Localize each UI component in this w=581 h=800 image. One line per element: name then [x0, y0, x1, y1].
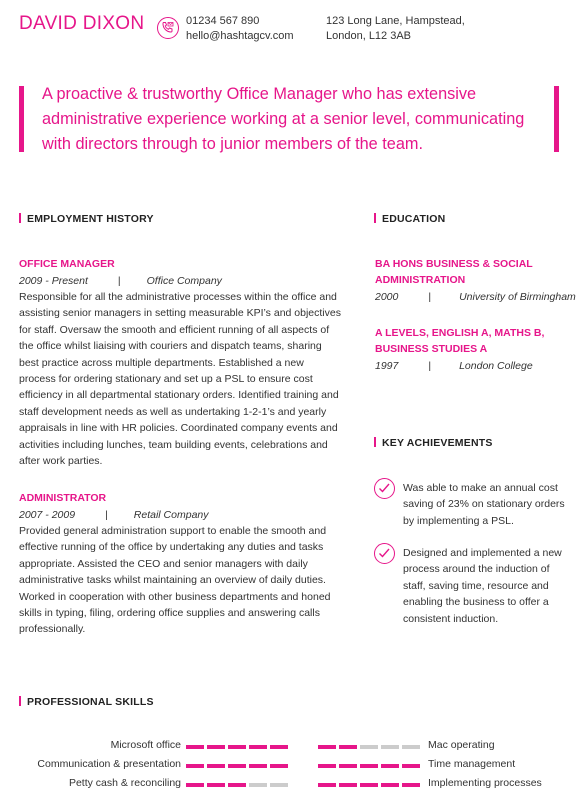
job-description: Provided general administration support to enable the smooth and effective running of the office by undertaking any duties and tasks appropriate. Assisted the CEO and senior managers with daily administrative tasks whilst maintaining an overview of daily duties. Worked in cooperation with other business departments and honed skills in typing, filing, ordering office supplies and answering calls professionally. [19, 525, 331, 636]
skill-label: Time management [428, 758, 516, 770]
skill-segment-filled [402, 764, 420, 768]
check-circle-icon [374, 478, 395, 499]
skill-segment-filled [381, 764, 399, 768]
skill-segment-empty [249, 783, 267, 787]
skill-segment-filled [249, 764, 267, 768]
skill-label: Communication & presentation [37, 758, 181, 770]
skill-meter [318, 783, 420, 787]
job-company: Office Company [146, 275, 222, 287]
email-address: hello@hashtagcv.com [186, 30, 294, 42]
job-company: Retail Company [133, 509, 209, 521]
skill-label: Microsoft office [110, 739, 181, 751]
skill-meter [318, 764, 420, 768]
job-dates: 2009 - Present [19, 275, 88, 287]
skill-meter [186, 764, 288, 768]
phone-mail-icon [157, 17, 179, 39]
skill-segment-empty [381, 745, 399, 749]
skill-segment-filled [360, 783, 378, 787]
achievement-item: Designed and implemented a new process around the induction of staff, saving time, resource and enabling the business to offer a consistent induction. [403, 547, 562, 625]
skill-meter [318, 745, 420, 749]
skill-label: Petty cash & reconciling [68, 777, 181, 789]
skill-segment-filled [270, 745, 288, 749]
job-title: OFFICE MANAGER [19, 258, 115, 270]
skill-segment-empty [360, 745, 378, 749]
education-year: 1997 [375, 360, 399, 372]
skill-segment-filled [339, 764, 357, 768]
skill-segment-filled [207, 764, 225, 768]
skill-segment-filled [402, 783, 420, 787]
skill-label: Mac operating [428, 739, 495, 751]
job-meta [19, 509, 209, 521]
skill-segment-filled [186, 745, 204, 749]
address-line-2: London, L12 3AB [326, 30, 412, 42]
check-circle-icon [374, 543, 395, 564]
address-line-1: 123 Long Lane, Hampstead, [326, 15, 465, 27]
education-year: 2000 [375, 291, 399, 303]
education-heading: EDUCATION [374, 213, 445, 225]
education-school: University of Birmingham [459, 291, 576, 303]
skill-segment-filled [228, 764, 246, 768]
education-title: BA HONS BUSINESS & SOCIAL ADMINISTRATION [375, 258, 533, 287]
education-meta [375, 291, 576, 303]
candidate-name: DAVID DIXON [19, 13, 145, 34]
skill-segment-filled [360, 764, 378, 768]
education-title: A LEVELS, ENGLISH A, MATHS B, BUSINESS STUDIES A [375, 327, 545, 356]
job-title: ADMINISTRATOR [19, 492, 107, 504]
meta-separator: | [428, 291, 432, 303]
skill-segment-filled [207, 783, 225, 787]
job-meta [19, 275, 222, 287]
skill-segment-filled [270, 764, 288, 768]
meta-separator: | [428, 360, 432, 372]
phone-number: 01234 567 890 [186, 15, 260, 27]
skill-segment-filled [228, 783, 246, 787]
summary-accent-bar-left [19, 86, 24, 152]
skill-segment-empty [402, 745, 420, 749]
skill-segment-filled [318, 764, 336, 768]
skill-meter [186, 745, 288, 749]
achievement-item: Was able to make an annual cost saving of 23% on stationary orders by implementing a PSL. [403, 482, 565, 527]
skill-meter [186, 783, 288, 787]
skill-segment-filled [186, 783, 204, 787]
key-achievements-heading: KEY ACHIEVEMENTS [374, 437, 493, 449]
skill-segment-filled [318, 745, 336, 749]
heading-marker [19, 696, 21, 706]
skill-label: Implementing processes [428, 777, 542, 789]
profile-summary: A proactive & trustworthy Office Manager who has extensive administrative experience working at a senior level, communicating with directors through to junior members of the team. [42, 85, 525, 153]
meta-separator: | [105, 509, 108, 521]
professional-skills-heading: PROFESSIONAL SKILLS [19, 696, 154, 708]
summary-accent-bar-right [554, 86, 559, 152]
skill-segment-filled [318, 783, 336, 787]
skill-segment-filled [339, 745, 357, 749]
skill-segment-filled [207, 745, 225, 749]
meta-separator: | [117, 275, 121, 287]
skill-segment-filled [381, 783, 399, 787]
skill-segment-empty [270, 783, 288, 787]
heading-marker [19, 213, 21, 223]
skill-segment-filled [249, 745, 267, 749]
employment-history-heading: EMPLOYMENT HISTORY [19, 213, 154, 225]
skill-segment-filled [228, 745, 246, 749]
heading-marker [374, 437, 376, 447]
education-meta [375, 360, 533, 372]
job-description: Responsible for all the administrative processes within the office and assisting senior managers in setting measurable KPI’s and objectives for staff. Oversaw the smooth and efficient running of all aspects of the office whilst liaising with couriers and dispatch teams, sharing best practice across multiple departments. Established a new process for ordering stationary and set up a PSL to ensure cost efficiency in all departmental stationary orders. Identified training and staff development needs as well as undertaking 1-2-1’s and yearly appraisals in line with HR policies. Coordinated company events and activities including lunches, team building events, celebrations and after work parties. [19, 291, 341, 468]
education-school: London College [459, 360, 533, 372]
job-dates: 2007 - 2009 [19, 509, 76, 521]
heading-marker [374, 213, 376, 223]
skill-segment-filled [186, 764, 204, 768]
skill-segment-filled [339, 783, 357, 787]
